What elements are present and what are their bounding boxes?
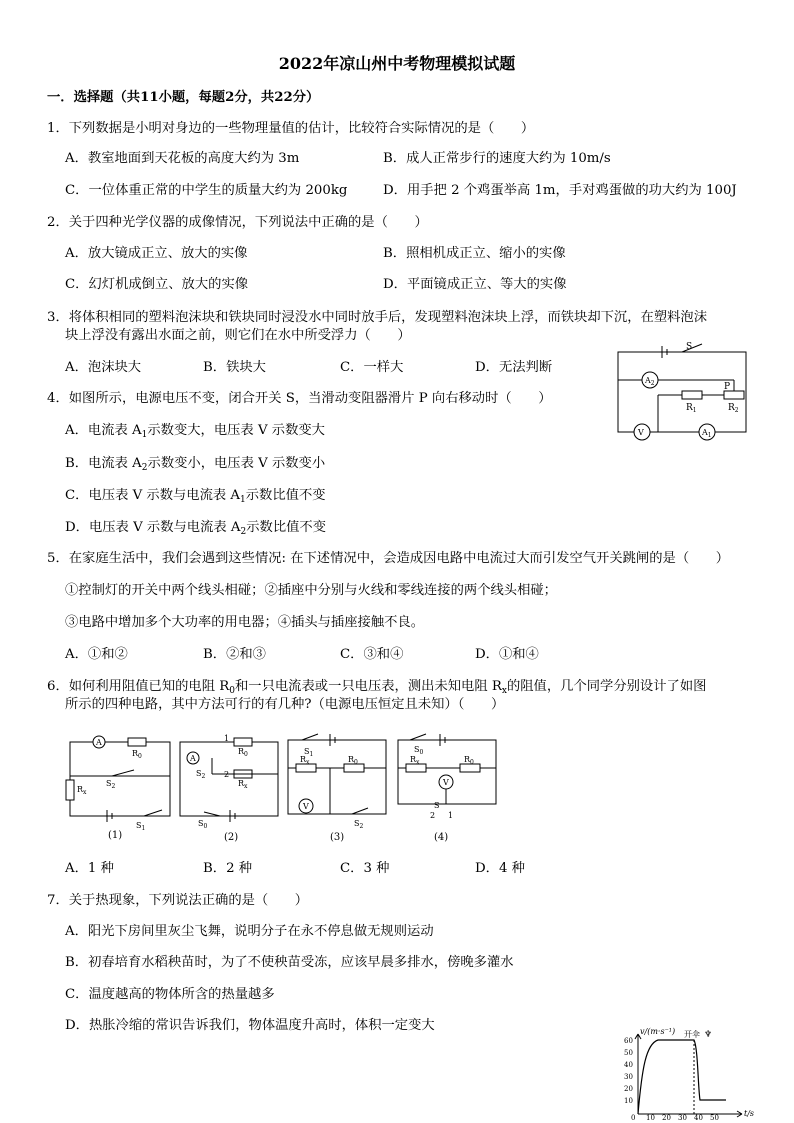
svg-text:S2: $S_2$ bbox=[354, 819, 364, 830]
svg-text:Rx: $R_x$ bbox=[410, 755, 420, 766]
q4-option-b: B．电流表 $A_2$示数变小，电压表 V 示数变小 bbox=[65, 456, 326, 473]
svg-text:R0: $R_0$ bbox=[238, 747, 248, 758]
q5-line2: ③电路中增加多个大功率的用电器；④插头与插座接触不良。 bbox=[65, 615, 425, 630]
q7-option-a: A．阳光下房间里灰尘飞舞，说明分子在永不停息做无规则运动 bbox=[65, 924, 434, 939]
q3-option-a: A．泡沫块大 bbox=[65, 360, 142, 375]
svg-text:1: 1 bbox=[224, 734, 230, 743]
svg-text:S2: $S_2$ bbox=[196, 769, 206, 780]
q6-fig-caption-1: (1) bbox=[108, 830, 123, 841]
graph-ytick-40: 40 bbox=[624, 1061, 633, 1069]
q2-option-b: B．照相机成正立、缩小的实像 bbox=[383, 246, 566, 261]
q6-fig-caption-3: (3) bbox=[330, 832, 345, 843]
q6-option-a: A．1 种 bbox=[65, 861, 114, 876]
q6-stem-line2: 所示的四种电路，其中方法可行的有几种?（电源电压恒定且未知）（ ） bbox=[65, 697, 505, 712]
graph-xtick-50: 50 bbox=[710, 1114, 719, 1122]
graph-xtick-20: 20 bbox=[662, 1114, 671, 1122]
q4-fig-R1: $R_1$ bbox=[686, 403, 697, 414]
graph-xtick-40: 40 bbox=[694, 1114, 703, 1122]
q5-option-a: A．①和② bbox=[65, 647, 128, 662]
graph-xtick-10: 10 bbox=[646, 1114, 655, 1122]
svg-text:R0: $R_0$ bbox=[464, 755, 474, 766]
q5-stem: 5．在家庭生活中，我们会遇到这些情况: 在下述情况中，会造成因电路中电流过大而引发空气开关跳闸的是（ ） bbox=[47, 551, 730, 566]
graph-ytick-30: 30 bbox=[624, 1073, 633, 1081]
svg-text:R0: $R_0$ bbox=[348, 755, 358, 766]
page-title: 2022年凉山州中考物理模拟试题 bbox=[278, 54, 516, 73]
svg-text:S2: $S_2$ bbox=[106, 779, 116, 790]
svg-text:V: V bbox=[443, 778, 449, 787]
q1-option-a: A．教室地面到天花板的高度大约为 3m bbox=[65, 151, 300, 166]
q6-fig-caption-4: (4) bbox=[434, 832, 449, 843]
svg-text:Rx: $R_x$ bbox=[300, 755, 310, 766]
svg-text:A: A bbox=[190, 754, 196, 763]
q6-option-b: B．2 种 bbox=[203, 861, 253, 876]
q4-fig-P: P bbox=[724, 382, 731, 392]
velocity-time-graph bbox=[618, 1028, 758, 1120]
graph-annotation: 开伞 bbox=[684, 1030, 700, 1039]
q1-option-d: D．用手把 2 个鸡蛋举高 1m，手对鸡蛋做的功大约为 100J bbox=[383, 183, 737, 198]
q4-fig-A2: $A_2$ bbox=[645, 376, 655, 387]
q5-option-d: D．①和④ bbox=[475, 647, 539, 662]
q6-stem-line1: 6．如何利用阻值已知的电阻 $R_0$和一只电流表或一只电压表，测出未知电阻 $R_x$的阻值，几个同学分别设计了如图 bbox=[47, 679, 707, 696]
svg-text:♆: ♆ bbox=[704, 1030, 713, 1040]
svg-text:Rx: $R_x$ bbox=[77, 785, 87, 796]
q7-stem: 7．关于热现象，下列说法正确的是（ ） bbox=[47, 893, 309, 908]
svg-text:S0: $S_0$ bbox=[198, 819, 208, 830]
q4-fig-V: V bbox=[638, 428, 644, 437]
q1-stem: 1．下列数据是小明对身边的一些物理量值的估计，比较符合实际情况的是（ ） bbox=[47, 121, 535, 136]
q3-stem-line1: 3．将体积相同的塑料泡沫块和铁块同时浸没水中同时放手后，发现塑料泡沫块上浮，而铁块却下沉，在塑料泡沫 bbox=[47, 310, 708, 325]
q1-option-c: C．一位体重正常的中学生的质量大约为 200kg bbox=[65, 183, 348, 198]
q3-option-b: B．铁块大 bbox=[203, 360, 266, 375]
q4-fig-S: S bbox=[686, 342, 693, 352]
graph-ylabel: v/(m·s⁻¹) bbox=[640, 1027, 676, 1036]
svg-text:1: 1 bbox=[448, 811, 454, 820]
q5-option-b: B．②和③ bbox=[203, 647, 266, 662]
q4-option-c: C．电压表 V 示数与电流表 $A_1$示数比值不变 bbox=[65, 488, 326, 505]
q1-option-b: B．成人正常步行的速度大约为 10m/s bbox=[383, 151, 611, 166]
graph-ytick-20: 20 bbox=[624, 1085, 633, 1093]
graph-ytick-60: 60 bbox=[624, 1037, 633, 1045]
q3-stem-line2: 块上浮没有露出水面之前，则它们在水中所受浮力（ ） bbox=[65, 328, 411, 343]
svg-text:2: 2 bbox=[224, 770, 230, 779]
q7-option-b: B．初春培育水稻秧苗时，为了不使秧苗受冻，应该早晨多排水，傍晚多灌水 bbox=[65, 955, 514, 970]
svg-text:S0: $S_0$ bbox=[414, 745, 424, 756]
q6-circuit-diagrams bbox=[62, 728, 510, 846]
q4-option-a: A．电流表 $A_1$示数变大，电压表 V 示数变大 bbox=[65, 423, 325, 440]
q4-circuit-diagram bbox=[612, 340, 752, 445]
q2-option-a: A．放大镜成正立、放大的实像 bbox=[65, 246, 248, 261]
svg-text:A: A bbox=[96, 738, 102, 747]
graph-ytick-10: 10 bbox=[624, 1097, 633, 1105]
q7-option-c: C．温度越高的物体所含的热量越多 bbox=[65, 987, 275, 1002]
svg-text:Rx: $R_x$ bbox=[238, 779, 248, 790]
graph-ytick-50: 50 bbox=[624, 1049, 633, 1057]
svg-text:V: V bbox=[303, 802, 309, 811]
q6-option-d: D．4 种 bbox=[475, 861, 525, 876]
q3-option-c: C．一样大 bbox=[340, 360, 404, 375]
q2-option-c: C．幻灯机成倒立、放大的实像 bbox=[65, 277, 249, 292]
q4-option-d: D．电压表 V 示数与电流表 $A_2$示数比值不变 bbox=[65, 520, 327, 537]
graph-xtick-30: 30 bbox=[678, 1114, 687, 1122]
q2-option-d: D．平面镜成正立、等大的实像 bbox=[383, 277, 567, 292]
q4-fig-A1: $A_1$ bbox=[702, 428, 712, 439]
q3-option-d: D．无法判断 bbox=[475, 360, 553, 375]
graph-origin: 0 bbox=[631, 1114, 636, 1122]
svg-text:2: 2 bbox=[430, 811, 436, 820]
section-heading: 一．选择题（共11小题，每题2分，共22分） bbox=[47, 90, 320, 105]
q6-option-c: C．3 种 bbox=[340, 861, 390, 876]
svg-text:S1: $S_1$ bbox=[304, 747, 314, 758]
graph-xlabel: t/s bbox=[744, 1109, 755, 1118]
q4-stem: 4．如图所示，电源电压不变，闭合开关 S，当滑动变阻器滑片 P 向右移动时（ ） bbox=[47, 391, 552, 406]
q4-fig-R2: $R_2$ bbox=[728, 403, 739, 414]
q5-line1: ①控制灯的开关中两个线头相碰；②插座中分别与火线和零线连接的两个线头相碰； bbox=[65, 583, 557, 598]
svg-text:R0: $R_0$ bbox=[132, 749, 142, 760]
q6-fig-caption-2: (2) bbox=[224, 832, 239, 843]
svg-text:S1: $S_1$ bbox=[136, 821, 146, 832]
svg-text:S: S bbox=[434, 801, 440, 810]
q2-stem: 2．关于四种光学仪器的成像情况，下列说法中正确的是（ ） bbox=[47, 215, 428, 230]
q7-option-d: D．热胀冷缩的常识告诉我们，物体温度升高时，体积一定变大 bbox=[65, 1018, 435, 1033]
q5-option-c: C．③和④ bbox=[340, 647, 404, 662]
